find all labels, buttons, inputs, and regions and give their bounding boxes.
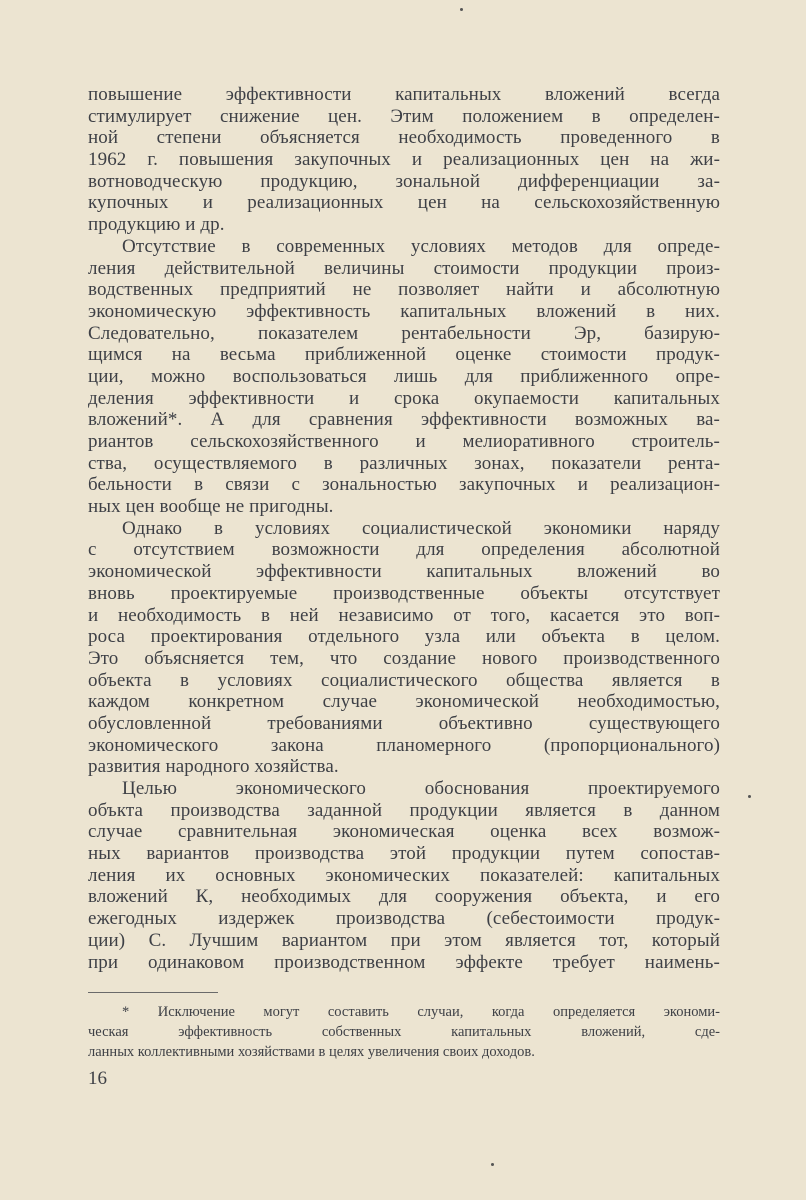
text-line: ных цен вообще не пригодны.	[88, 496, 334, 518]
text-line: ной степени объясняется необходимость проведенного в	[88, 127, 720, 149]
text-line: объекта в условиях социалистического общества является в	[88, 669, 720, 691]
text-line: вотноводческую продукцию, зональной дифференциации за-	[88, 170, 720, 192]
text-line: ления действительной величины стоимости продукции произ-	[88, 257, 720, 279]
footnote-line: ческая эффективность собственных капитальных вложений, сде-	[88, 1024, 720, 1040]
text-line: экономического закона планомерного (пропорционального)	[88, 734, 720, 756]
footnote	[88, 1002, 720, 1062]
text-line: ства, осуществляемого в различных зонах, показатели рента-	[88, 452, 720, 474]
text-line: ции) С. Лучшим вариантом при этом является тот, который	[88, 929, 720, 951]
paragraph-start-line: Целью экономического обоснования проектируемого	[122, 778, 720, 799]
text-line: Следовательно, показателем рентабельности Эр, базирую-	[88, 322, 720, 344]
text-line: вложений*. А для сравнения эффективности возможных ва-	[88, 409, 720, 431]
text-line: объкта производства заданной продукции является в данном	[88, 799, 720, 821]
text-line: экономической эффективности капитальных вложений во	[88, 561, 720, 583]
text-line: каждом конкретном случае экономической необходимостью,	[88, 691, 720, 713]
text-line: продукцию и др.	[88, 214, 225, 236]
text-line: случае сравнительная экономическая оценка всех возмож-	[88, 821, 720, 843]
footnote-divider	[88, 992, 218, 993]
text-line: водственных предприятий не позволяет найти и абсолютную	[88, 279, 720, 301]
text-line: обусловленной требованиями объективно существующего	[88, 712, 720, 734]
paper-speck	[460, 8, 463, 11]
text-line: вложений К, необходимых для сооружения объекта, и его	[88, 886, 720, 908]
text-line: роса проектирования отдельного узла или объекта в целом.	[88, 626, 720, 648]
footnote-line: ланных коллективными хозяйствами в целях увеличения своих доходов.	[88, 1044, 535, 1060]
text-line: 1962 г. повышения закупочных и реализационных цен на жи-	[88, 149, 720, 171]
paper-speck	[748, 795, 751, 798]
text-line: вновь проектируемые производственные объекты отсутствует	[88, 582, 720, 604]
text-line: повышение эффективности капитальных вложений всегда	[88, 84, 720, 105]
body-text	[88, 84, 720, 973]
paragraph-start-line: Отсутствие в современных условиях методов для опреде-	[122, 235, 720, 257]
text-line: при одинаковом производственном эффекте требует наимень-	[88, 951, 720, 973]
paragraph-start-line: Однако в условиях социалистической экономики наряду	[122, 517, 720, 539]
text-line: риантов сельскохозяйственного и мелиоративного строитель-	[88, 431, 720, 452]
text-line: щимся на весьма приближенной оценке стоимости продук-	[88, 344, 720, 366]
text-line: ления их основных экономических показателей: капитальных	[88, 864, 720, 886]
text-line: бельности в связи с зональностью закупочных и реализацион-	[88, 474, 720, 496]
text-line: стимулирует снижение цен. Этим положением в определен-	[88, 105, 720, 127]
text-line: купочных и реализационных цен на сельскохозяйственную	[88, 192, 720, 214]
text-line: и необходимость в ней независимо от того, касается это воп-	[88, 604, 720, 626]
text-line: ежегодных издержек производства (себестоимости продук-	[88, 908, 720, 930]
text-line: Это объясняется тем, что создание нового производственного	[88, 647, 720, 669]
text-line: с отсутствием возможности для определения абсолютной	[88, 539, 720, 561]
text-line: ных вариантов производства этой продукции путем сопостав-	[88, 843, 720, 865]
page-number: 16	[88, 1068, 107, 1089]
text-line: ции, можно воспользоваться лишь для приближенного опре-	[88, 365, 720, 387]
footnote-line: * Исключение могут составить случаи, когда определяется экономи-	[122, 1004, 720, 1020]
text-line: деления эффективности и срока окупаемости капитальных	[88, 387, 720, 409]
text-line: экономическую эффективность капитальных вложений в них.	[88, 300, 720, 322]
text-line: развития народного хозяйства.	[88, 756, 339, 778]
paper-speck	[491, 1163, 494, 1166]
